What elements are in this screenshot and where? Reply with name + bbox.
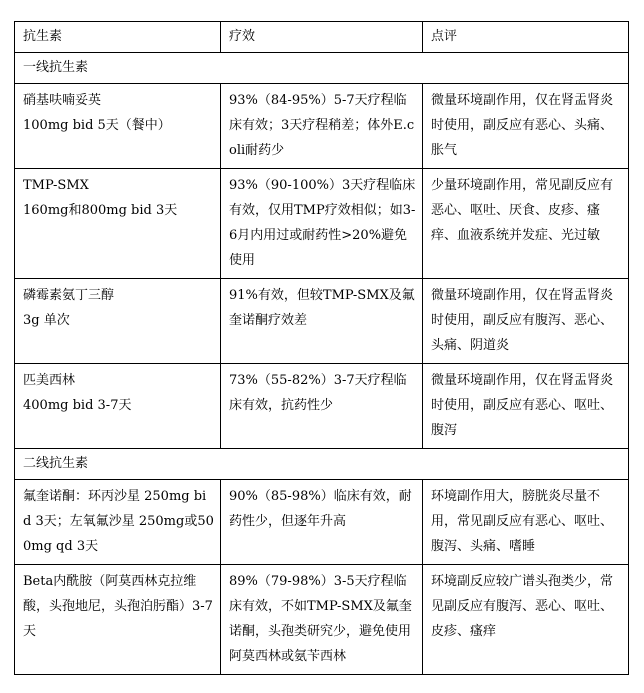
drug-dosage: 100mg bid 5天（餐中） <box>23 118 171 133</box>
section-row-second-line <box>15 449 629 480</box>
drug-cell: 氟奎诺酮：环丙沙星 250mg bid 3天；左氧氟沙星 250mg或500mg qd 3天 <box>15 480 221 565</box>
table-row <box>15 84 629 169</box>
header-efficacy: 疗效 <box>221 22 423 53</box>
comment-cell: 少量环境副作用，常见副反应有恶心、呕吐、厌食、皮疹、瘙痒、血液系统并发症、光过敏 <box>423 169 629 279</box>
drug-name: 匹美西林 <box>23 373 76 388</box>
drug-cell: Beta内酰胺（阿莫西林克拉维酸，头孢地尼，头孢泊肟酯）3-7天 <box>15 565 221 675</box>
header-comment: 点评 <box>423 22 629 53</box>
drug-name: 硝基呋喃妥英 <box>23 93 102 108</box>
table-row <box>15 279 629 364</box>
drug-cell <box>15 84 221 169</box>
section-title: 一线抗生素 <box>15 53 629 84</box>
drug-name: TMP-SMX <box>23 178 89 193</box>
comment-cell: 微量环境副作用，仅在肾盂肾炎时使用，副反应有恶心、头痛、胀气 <box>423 84 629 169</box>
comment-cell: 环境副作用大，膀胱炎尽量不用，常见副反应有恶心、呕吐、腹泻、头痛、嗜睡 <box>423 480 629 565</box>
drug-name: 磷霉素氨丁三醇 <box>23 288 115 303</box>
section-row-first-line <box>15 53 629 84</box>
efficacy-cell: 93%（90-100%）3天疗程临床有效，仅用TMP疗效相似；如3-6月内用过或耐药性>20%避免使用 <box>221 169 423 279</box>
header-antibiotic: 抗生素 <box>15 22 221 53</box>
section-title: 二线抗生素 <box>15 449 629 480</box>
drug-dosage: 400mg bid 3-7天 <box>23 398 132 413</box>
table-row <box>15 169 629 279</box>
header-row <box>15 22 629 53</box>
efficacy-cell: 93%（84-95%）5-7天疗程临床有效；3天疗程稍差；体外E.coli耐药少 <box>221 84 423 169</box>
table-row <box>15 364 629 449</box>
table-row <box>15 565 629 675</box>
comment-cell: 微量环境副作用，仅在肾盂肾炎时使用，副反应有恶心、呕吐、腹泻 <box>423 364 629 449</box>
antibiotic-table-container <box>14 21 628 675</box>
drug-cell <box>15 169 221 279</box>
comment-cell: 微量环境副作用，仅在肾盂肾炎时使用，副反应有腹泻、恶心、头痛、阴道炎 <box>423 279 629 364</box>
drug-cell <box>15 364 221 449</box>
antibiotic-table <box>14 21 629 675</box>
efficacy-cell: 89%（79-98%）3-5天疗程临床有效，不如TMP-SMX及氟奎诺酮，头孢类研究少，避免使用阿莫西林或氨苄西林 <box>221 565 423 675</box>
drug-dosage: 160mg和800mg bid 3天 <box>23 203 178 218</box>
drug-cell <box>15 279 221 364</box>
drug-dosage: 3g 单次 <box>23 313 70 328</box>
efficacy-cell: 73%（55-82%）3-7天疗程临床有效，抗药性少 <box>221 364 423 449</box>
efficacy-cell: 90%（85-98%）临床有效，耐药性少，但逐年升高 <box>221 480 423 565</box>
efficacy-cell: 91%有效，但较TMP-SMX及氟奎诺酮疗效差 <box>221 279 423 364</box>
comment-cell: 环境副反应较广谱头孢类少，常见副反应有腹泻、恶心、呕吐、皮疹、瘙痒 <box>423 565 629 675</box>
table-row <box>15 480 629 565</box>
